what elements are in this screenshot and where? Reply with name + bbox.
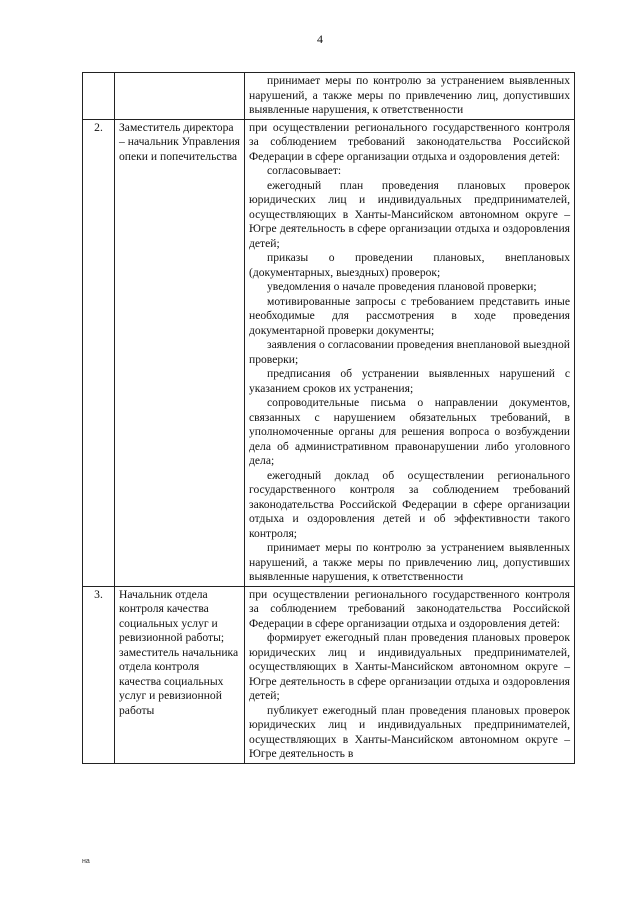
duty-paragraph: принимает меры по контролю за устранением выявленных нарушений, а также меры по привлечению лиц, допустивших выявленные нарушения, к ответственности (249, 74, 570, 116)
duty-paragraph: приказы о проведении плановых, внеплановых (документарных, выездных) проверок; (249, 251, 570, 279)
duty-paragraph: мотивированные запросы с требованием представить иные необходимые для рассмотрения в ходе проведения документарной проверки документы; (249, 294, 570, 337)
duties-cell (245, 73, 575, 120)
table-row (83, 119, 575, 586)
duty-paragraph: уведомления о начале проведения плановой проверки; (267, 280, 537, 293)
row-number: 3. (83, 586, 115, 763)
position-cell: Начальник отдела контроля качества социальных услуг и ревизионной работы; заместитель начальника отдела контроля качества социальных услуг и ревизионной работы (115, 586, 245, 763)
position-cell: Заместитель директора – начальник Управления опеки и попечительства (115, 119, 245, 586)
duty-paragraph: публикует ежегодный план проведения плановых проверок юридических лиц и индивидуальных предпринимателей, осуществляющих в Ханты-Мансийском автономном округе – Югре деятельность в (249, 703, 570, 760)
position-cell (115, 73, 245, 120)
duty-paragraph: при осуществлении регионального государственного контроля за соблюдением требований законодательства Российской Федерации в сфере организации отдыха и оздоровления детей: (249, 120, 570, 163)
footer-mark: на (82, 858, 90, 865)
duty-paragraph: принимает меры по контролю за устранением выявленных нарушений, а также меры по привлечению лиц, допустивших выявленные нарушения, к ответственности (249, 541, 570, 583)
duty-paragraph: формирует ежегодный план проведения плановых проверок юридических лиц и индивидуальных предпринимателей, осуществляющих в Ханты-Мансийском автономном округе – Югре деятельность в сфере организации отдыха и оздоровления детей; (249, 631, 570, 702)
duty-paragraph: ежегодный доклад об осуществлении регионального государственного контроля за соблюдением требований законодательства Российской Федерации в сфере организации отдыха и оздоровления детей и об эффективности такого контроля; (249, 468, 570, 540)
page-number: 4 (317, 32, 323, 46)
duty-paragraph: при осуществлении регионального государственного контроля за соблюдением требований законодательства Российской Федерации в сфере организации отдыха и оздоровления детей: (249, 587, 570, 630)
row-number (83, 73, 115, 120)
responsibilities-table (82, 72, 575, 764)
table-row (83, 73, 575, 120)
duty-paragraph: предписания об устранении выявленных нарушений с указанием сроков их устранения; (249, 367, 570, 395)
duty-paragraph: ежегодный план проведения плановых проверок юридических лиц и индивидуальных предпринимателей, осуществляющих в Ханты-Мансийском автономном округе – Югре деятельность в сфере организации отдыха и оздоровления детей; (249, 178, 570, 250)
duty-paragraph: сопроводительные письма о направлении документов, связанных с нарушением обязательных требований, в уполномоченные органы для решения вопроса о возбуждении дела об административном правонарушении либо уголовного дела; (249, 396, 570, 467)
table-row (83, 586, 575, 763)
duties-cell (245, 586, 575, 763)
duties-cell (245, 119, 575, 586)
duty-paragraph: заявления о согласовании проведения внеплановой выездной проверки; (249, 338, 570, 366)
row-number: 2. (83, 119, 115, 586)
duty-paragraph: согласовывает: (267, 164, 342, 177)
